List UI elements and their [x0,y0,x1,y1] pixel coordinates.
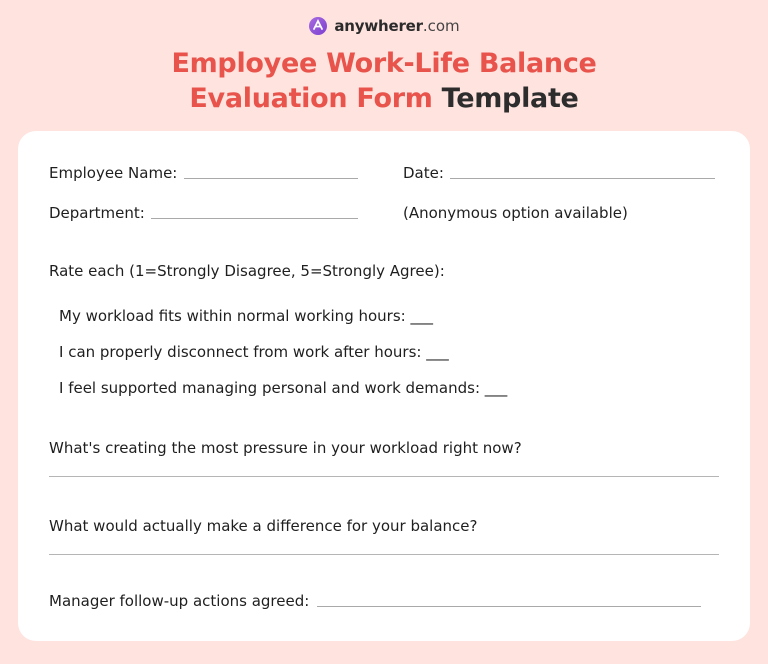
title-line-2-accent: Evaluation Form [189,83,433,114]
page-title [0,46,768,116]
form-card [18,131,750,641]
rating-item-workload[interactable]: My workload fits within normal working hours: ___ [59,307,433,325]
brand-name: anywherer [334,17,423,35]
rating-instruction-text: Rate each (1=Strongly Disagree, 5=Strongly Agree): [49,262,445,280]
date-field [403,163,715,183]
date-input-line[interactable] [450,178,715,179]
question-pressure [49,438,522,458]
anywherer-logo-icon [308,16,328,36]
question-balance [49,516,477,536]
rating-item [59,306,433,326]
employee-name-field [49,163,358,183]
brand-header [0,16,768,36]
manager-followup-input-line[interactable] [317,606,701,607]
manager-followup-label: Manager follow-up actions agreed: [49,592,310,610]
rating-instruction [49,261,445,281]
title-line-1: Employee Work-Life Balance [171,48,597,79]
manager-followup-field [49,591,701,611]
department-input-line[interactable] [151,218,358,219]
question-balance-answer-line[interactable] [49,554,719,555]
rating-item-disconnect[interactable]: I can properly disconnect from work after hours: ___ [59,343,449,361]
rating-item [59,378,507,398]
department-label: Department: [49,204,145,222]
anonymous-note [403,203,628,223]
question-balance-text: What would actually make a difference for your balance? [49,517,478,535]
title-line-2-dark: Template [441,83,579,114]
employee-name-input-line[interactable] [184,178,358,179]
rating-item [59,342,449,362]
rating-item-supported[interactable]: I feel supported managing personal and work demands: ___ [59,379,508,397]
question-pressure-answer-line[interactable] [49,476,719,477]
brand-tld: .com [422,17,460,35]
question-pressure-text: What's creating the most pressure in your workload right now? [49,439,522,457]
employee-name-label: Employee Name: [49,164,178,182]
date-label: Date: [403,164,444,182]
anonymous-note-text: (Anonymous option available) [403,204,628,222]
department-field [49,203,358,223]
